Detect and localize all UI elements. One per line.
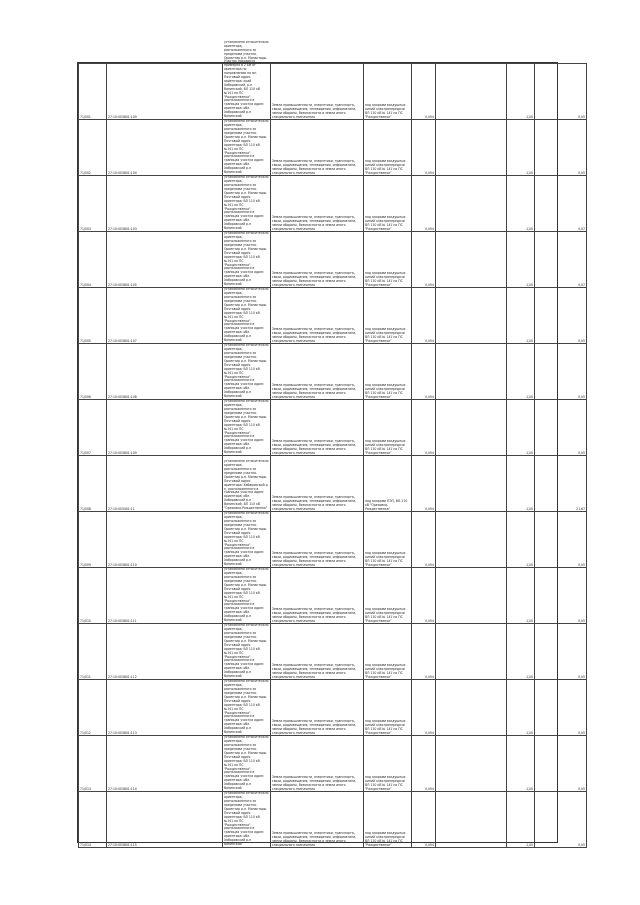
land-category: Земли промышленности, энергетики, транспорта, связи, радиовещания, телевидения, информатики, земли обороны, безопасности и земли иного специального назначения: [271, 736, 364, 792]
permitted-use: под опорами ЛЭП, ВЛ-110 кВ "Ореховка-Рождественка": [364, 456, 412, 512]
permitted-use: под опорами воздушных линий электропередачи ВЛ 110 кВ № 141 по ПС "Рождественка": [364, 680, 412, 736]
plot-area: 0,004: [412, 512, 436, 568]
cadastral-number: 27:10:003801:104: [107, 120, 223, 176]
table-row: [79, 680, 587, 736]
cadastral-number: 27:10:003801:105: [107, 232, 223, 288]
plot-area: 0,004: [412, 624, 436, 680]
amount: 0,05: [535, 624, 587, 680]
empty-cell: [436, 456, 507, 512]
plot-location: [223, 624, 271, 680]
cadastral-number: 27:10:003801:113: [107, 680, 223, 736]
land-category: Земли промышленности, энергетики, транспорта, связи, радиовещания, телевидения, информатики, земли обороны, безопасности и земли иного специального назначения: [271, 512, 364, 568]
coefficient: 1,00: [507, 232, 535, 288]
land-category: Земли промышленности, энергетики, транспорта, связи, радиовещания, телевидения, информатики, земли обороны, безопасности и земли иного специального назначения: [271, 568, 364, 624]
row-number: 71/014: [79, 792, 107, 848]
empty-cell: [436, 568, 507, 624]
permitted-use: под опорами воздушных линий электропередачи ВЛ 110 кВ № 141 по ПС "Рождественка": [364, 512, 412, 568]
cadastral-number: 27:10:003801:115: [107, 792, 223, 848]
coefficient: 1,00: [507, 568, 535, 624]
plot-area: 0,004: [412, 288, 436, 344]
row-number: 71/009: [79, 512, 107, 568]
empty-cell: [436, 512, 507, 568]
plot-location-text: установлено относительно ориентира, расположенного за пределами участка. Ориентир р.п. Монастырь. Почтовый адрес ориентира: ВЛ 110 кВ №141 по ПС "Рождественка", расположенного в границах участка адрес ориентира: обл. Хабаровский р-н Ванинский: [224, 231, 269, 287]
row-number: 71/013: [79, 736, 107, 792]
plot-location: [223, 792, 271, 848]
cadastral-number: 27:10:003801:108: [107, 344, 223, 400]
land-category: Земли промышленности, энергетики, транспорта, связи, радиовещания, телевидения, информатики, земли обороны, безопасности и земли иного специального назначения: [271, 344, 364, 400]
plot-location-text: установлено относительно ориентира, расположенного за пределами участка. Ориентир р.п. Монастырь. Почтовый адрес ориентира: ВЛ 110 кВ №141 по ПС "Рождественка", расположенного в границах участка адрес ориентира: обл. Хабаровский р-н Ванинский: [224, 175, 269, 231]
row-number: 71/008: [79, 456, 107, 512]
table-body: [79, 39, 587, 848]
amount: 0,05: [535, 64, 587, 120]
cadastral-number: 27:10:003801:110: [107, 512, 223, 568]
land-category: Земли промышленности, энергетики, транспорта, связи, радиовещания, телевидения, информатики, земли обороны, безопасности и земли иного специального назначения: [271, 64, 364, 120]
cadastral-number: 27:10:003801:109: [107, 400, 223, 456]
table-row: [79, 344, 587, 400]
plot-location-text: установлено относительно ориентира, расположенного за пределами участка. Ориентир р.п. Монастырь. Почтовый адрес ориентира: ВЛ 110 кВ №141 по ПС "Рождественка", расположенного в границах участка адрес ориентира: обл. Хабаровский р-н Ванинский: [224, 343, 269, 399]
plot-location: [223, 232, 271, 288]
land-category: Земли промышленности, энергетики, транспорта, связи, радиовещания, телевидения, информатики, земли обороны, безопасности и земли иного специального назначения: [271, 624, 364, 680]
land-category: Земли промышленности, энергетики, транспорта, связи, радиовещания, телевидения, информатики, земли обороны, безопасности и земли иного специального назначения: [271, 792, 364, 848]
land-category: Земли промышленности, энергетики, транспорта, связи, радиовещания, телевидения, информатики, земли обороны, безопасности и земли иного специального назначения: [271, 120, 364, 176]
plot-area: 0,004: [412, 680, 436, 736]
coefficient: 1,00: [507, 624, 535, 680]
table-row: [79, 64, 587, 120]
amount: 0,05: [535, 120, 587, 176]
row-number: 71/002: [79, 120, 107, 176]
amount: 0,05: [535, 792, 587, 848]
row-number: 71/003: [79, 176, 107, 232]
table-row: [79, 624, 587, 680]
permitted-use: под опорами воздушных линий электропередачи ВЛ 110 кВ № 141 по ПС "Рождественка": [364, 792, 412, 848]
plot-location-text: установлено относительно ориентира, расположенного за пределами участка. Ориентир р.п. Монастырь. Почтовый адрес ориентира: ВЛ 110 кВ №141 по ПС "Рождественка", расположенного в границах участка адрес ориентира: обл. Хабаровский р-н Ванинский: [224, 567, 269, 623]
coefficient: 1,00: [507, 176, 535, 232]
plot-area: 0,004: [412, 176, 436, 232]
permitted-use: под опорами воздушных линий электропередачи ВЛ 110 кВ № 141 по ПС "Рождественка": [364, 400, 412, 456]
cadastral-number: 27:10:003401:11: [107, 456, 223, 512]
empty-cell: [436, 288, 507, 344]
plot-location-text: установлено относительно ориентира, расположенного за пределами участка. Ориентир р.п. Монастырь. Почтовый адрес ориентира: ВЛ 110 кВ №141 по ПС "Рождественка", расположенного в границах участка адрес ориентира: обл. Хабаровский р-н Ванинский: [224, 791, 269, 847]
plot-location: [223, 568, 271, 624]
plot-location-text: установлено относительно ориентира, расположенного за пределами участка. Ориентир р.п. Монастырь. Участок находится примерно в 2 км от ориентира по направлению на юг. Почтовый адрес ориентира: край Хабаровский, р-н Ванинский, ВЛ 110 кВ №141 по ПС "Рождественка", расположенного в границах участка адрес ориентира: обл. Хабаровский р-н Ванинский: [224, 39, 269, 119]
permitted-use: под опорами воздушных линий электропередачи ВЛ 110 кВ № 141 по ПС "Рождественка": [364, 64, 412, 120]
coefficient: 1,00: [507, 400, 535, 456]
cadastral-number: 27:10:003801:111: [107, 568, 223, 624]
plot-location: [223, 512, 271, 568]
row-number: 71/012: [79, 680, 107, 736]
row-number: 71/006: [79, 344, 107, 400]
amount: 21,67: [535, 456, 587, 512]
cadastral-number: 27:10:003801:103: [107, 176, 223, 232]
permitted-use: под опорами воздушных линий электропередачи ВЛ 110 кВ № 141 по ПС "Рождественка": [364, 288, 412, 344]
row-number: 71/001: [79, 64, 107, 120]
plot-area: 0,004: [412, 400, 436, 456]
cadastral-number: 27:10:003801:107: [107, 288, 223, 344]
amount: 0,05: [535, 288, 587, 344]
plot-location: [223, 736, 271, 792]
plot-location: [223, 120, 271, 176]
plot-location: [223, 456, 271, 512]
plot-location-text: установлено относительно ориентира, расположенного за пределами участка. Ориентир р.п. Монастырь. Почтовый адрес ориентира: ВЛ 110 кВ №141 по ПС "Рождественка", расположенного в границах участка адрес ориентира: обл. Хабаровский р-н Ванинский: [224, 287, 269, 343]
row-number: 71/005: [79, 288, 107, 344]
plot-area: 0,004: [412, 792, 436, 848]
row-number: 71/007: [79, 400, 107, 456]
coefficient: 1,00: [507, 792, 535, 848]
table-row: [79, 288, 587, 344]
plot-location-text: установлено относительно ориентира, расположенного за пределами участка. Ориентир р.п. Монастырь. Почтовый адрес ориентира: ВЛ 110 кВ №141 по ПС "Рождественка", расположенного в границах участка адрес ориентира: обл. Хабаровский р-н Ванинский: [224, 399, 269, 455]
amount: 0,05: [535, 344, 587, 400]
plot-area: 0,004: [412, 120, 436, 176]
coefficient: 1,00: [507, 64, 535, 120]
plot-location-text: установлено относительно ориентира, расположенного за пределами участка. Ориентир р.п. Монастырь. Почтовый адрес ориентира: ВЛ 110 кВ №141 по ПС "Рождественка", расположенного в границах участка адрес ориентира: обл. Хабаровский р-н Ванинский: [224, 119, 269, 175]
land-category: Земли промышленности, энергетики, транспорта, связи, радиовещания, телевидения, информатики, земли обороны, безопасности и земли иного специального назначения: [271, 400, 364, 456]
empty-cell: [436, 120, 507, 176]
plot-location-text: установлено относительно ориентира, расположенного за пределами участка. Ориентир р.п. Монастырь. Почтовый адрес ориентира: ВЛ 110 кВ №141 по ПС "Рождественка", расположенного в границах участка адрес ориентира: обл. Хабаровский р-н Ванинский: [224, 511, 269, 567]
row-number: 71/010: [79, 568, 107, 624]
plot-location: [223, 344, 271, 400]
table-row: [79, 120, 587, 176]
plot-location-text: установлено относительно ориентира, расположенного за пределами участка. Ориентир р.п. Монастырь. Почтовый адрес ориентира: ВЛ 110 кВ №141 по ПС "Рождественка", расположенного в границах участка адрес ориентира: обл. Хабаровский р-н Ванинский: [224, 679, 269, 735]
empty-cell: [436, 680, 507, 736]
empty-cell: [436, 400, 507, 456]
plot-area: 0,004: [412, 736, 436, 792]
plot-location-text: установлено относительно ориентира, расположенного за пределами участка. Ориентир р.п. Монастырь. Почтовый адрес ориентира: Хабаровский р-н, расположенного в границах участка адрес ориентира: обл. Хабаровский р-н Ванинский, ВЛ 110 кВ "Ореховка-Рождественка": [224, 459, 269, 511]
cadastral-number: 27:10:003801:112: [107, 624, 223, 680]
document-table-sheet: [77, 39, 585, 847]
amount: 0,05: [535, 736, 587, 792]
plot-area: 0,004: [412, 568, 436, 624]
table-row: [79, 176, 587, 232]
amount: 0,05: [535, 568, 587, 624]
plot-location: [223, 39, 271, 120]
plot-location: [223, 288, 271, 344]
coefficient: 1,00: [507, 344, 535, 400]
coefficient: 1,00: [507, 456, 535, 512]
coefficient: 1,00: [507, 512, 535, 568]
table-row: [79, 736, 587, 792]
plot-area: 0,004: [412, 232, 436, 288]
land-category: Земли промышленности, энергетики, транспорта, связи, радиовещания, телевидения, информатики, земли обороны, безопасности и земли иного специального назначения: [271, 456, 364, 512]
table-row: [79, 456, 587, 512]
amount: 0,07: [535, 176, 587, 232]
coefficient: 1,00: [507, 736, 535, 792]
empty-cell: [436, 232, 507, 288]
empty-cell: [436, 624, 507, 680]
plot-location: [223, 400, 271, 456]
amount: 0,05: [535, 680, 587, 736]
empty-cell: [436, 344, 507, 400]
permitted-use: под опорами воздушных линий электропередачи ВЛ 110 кВ № 141 по ПС "Рождественка": [364, 232, 412, 288]
permitted-use: под опорами воздушных линий электропередачи ВЛ 110 кВ № 141 по ПС "Рождественка": [364, 568, 412, 624]
table-row: [79, 568, 587, 624]
table-row: [79, 400, 587, 456]
plot-area: 0,004: [412, 344, 436, 400]
amount: 0,07: [535, 232, 587, 288]
cadastral-number: 27:10:003801:114: [107, 736, 223, 792]
plot-location-text: установлено относительно ориентира, расположенного за пределами участка. Ориентир р.п. Монастырь. Почтовый адрес ориентира: ВЛ 110 кВ №141 по ПС "Рождественка", расположенного в границах участка адрес ориентира: обл. Хабаровский р-н Ванинский: [224, 735, 269, 791]
coefficient: 1,00: [507, 288, 535, 344]
row-number: 71/011: [79, 624, 107, 680]
permitted-use: под опорами воздушных линий электропередачи ВЛ 110 кВ № 141 по ПС "Рождественка": [364, 176, 412, 232]
empty-cell: [436, 176, 507, 232]
cadastral-number: 27:10:003801:109: [107, 64, 223, 120]
table-row: [79, 232, 587, 288]
permitted-use: под опорами воздушных линий электропередачи ВЛ 110 кВ № 141 по ПС "Рождественка": [364, 120, 412, 176]
plot-location-text: установлено относительно ориентира, расположенного за пределами участка. Ориентир р.п. Монастырь. Почтовый адрес ориентира: ВЛ 110 кВ №141 по ПС "Рождественка", расположенного в границах участка адрес ориентира: обл. Хабаровский р-н Ванинский: [224, 623, 269, 679]
permitted-use: под опорами воздушных линий электропередачи ВЛ 110 кВ № 141 по ПС "Рождественка": [364, 736, 412, 792]
coefficient: 1,00: [507, 680, 535, 736]
land-category: Земли промышленности, энергетики, транспорта, связи, радиовещания, телевидения, информатики, земли обороны, безопасности и земли иного специального назначения: [271, 288, 364, 344]
coefficient: 1,00: [507, 120, 535, 176]
permitted-use: под опорами воздушных линий электропередачи ВЛ 110 кВ № 141 по ПС "Рождественка": [364, 344, 412, 400]
amount: 0,05: [535, 512, 587, 568]
land-category: Земли промышленности, энергетики, транспорта, связи, радиовещания, телевидения, информатики, земли обороны, безопасности и земли иного специального назначения: [271, 680, 364, 736]
plot-location: [223, 176, 271, 232]
land-plots-table: [78, 39, 587, 848]
empty-cell: [436, 64, 507, 120]
land-category: Земли промышленности, энергетики, транспорта, связи, радиовещания, телевидения, информатики, земли обороны, безопасности и земли иного специального назначения: [271, 232, 364, 288]
land-category: Земли промышленности, энергетики, транспорта, связи, радиовещания, телевидения, информатики, земли обороны, безопасности и земли иного специального назначения: [271, 176, 364, 232]
empty-cell: [436, 736, 507, 792]
row-number: 71/004: [79, 232, 107, 288]
amount: 0,05: [535, 400, 587, 456]
plot-location: [223, 680, 271, 736]
empty-cell: [436, 792, 507, 848]
permitted-use: под опорами воздушных линий электропередачи ВЛ 110 кВ № 141 по ПС "Рождественка": [364, 624, 412, 680]
table-row: [79, 792, 587, 848]
plot-area: 0,004: [412, 456, 436, 512]
table-row: [79, 512, 587, 568]
plot-area: 0,004: [412, 64, 436, 120]
